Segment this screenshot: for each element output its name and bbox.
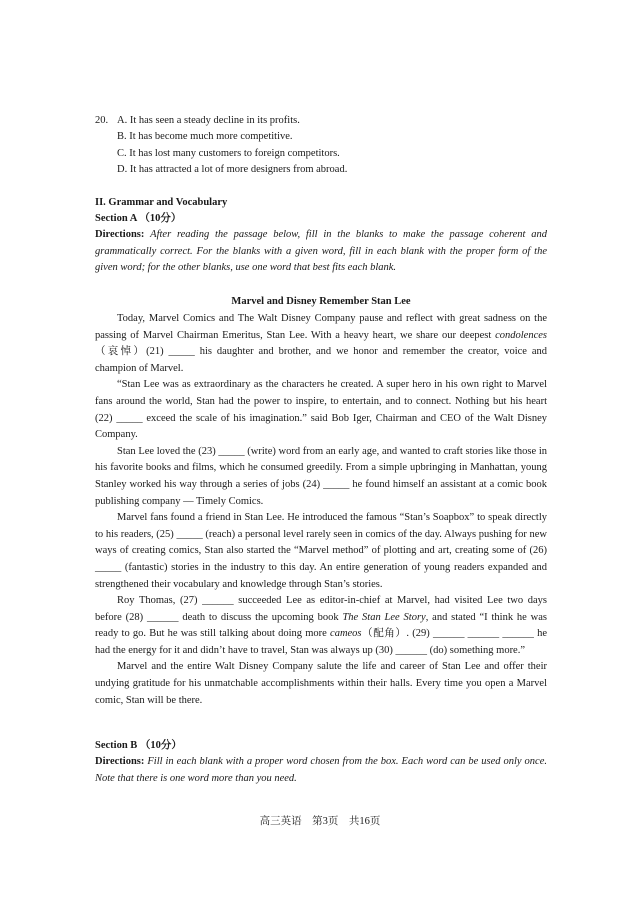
question-20 xyxy=(95,113,347,179)
directions-label: Directions: xyxy=(95,756,145,767)
question-20-option-d: D. It has attracted a lot of more designers from abroad. xyxy=(117,164,348,176)
passage xyxy=(95,311,547,709)
question-20-option-c: C. It has lost many customers to foreign competitors. xyxy=(117,147,340,159)
passage-paragraph-2: “Stan Lee was as extraordinary as the characters he created. A super hero in his own right to Marvel fans around the world, Stan had the power to inspire, to entertain, and to connect. Nothing but his heart (22) _____ exceed the scale of his imagination.” said Bob Iger, Chairman and CEO of the Walt Disney Company. xyxy=(95,379,547,441)
question-number: 20. xyxy=(95,115,109,126)
page-footer: 高三英语 第3页 共16页 xyxy=(259,816,381,827)
passage-title: Marvel and Disney Remember Stan Lee xyxy=(231,296,411,307)
section-a-heading: Section A （10分） xyxy=(95,213,182,224)
section-b-directions xyxy=(95,754,547,787)
question-20-option-a: 20. A. It has seen a steady decline in its profits. xyxy=(95,113,347,129)
section-a-directions xyxy=(95,227,547,277)
passage-paragraph-5: Roy Thomas, (27) ______ succeeded Lee as editor-in-chief at Marvel, had visited Lee two days before (28) ______ death to discuss the upcoming book The Stan Lee Story, and stated “I think he was ready to go. But he was still talking about doing more cameos（配角）. (29) ______ ______ ______ he had the energy for it and didn’t have to travel, Stan was always up (30) ______ (do) something more.” xyxy=(95,595,547,656)
part-heading: II. Grammar and Vocabulary xyxy=(95,197,228,208)
directions-text: Fill in each blank with a proper word chosen from the box. Each word can be used only once. Note that there is one word more than you need. xyxy=(95,756,548,784)
passage-paragraph-1: Today, Marvel Comics and The Walt Disney Company pause and reflect with great sadness on the passing of Marvel Chairman Emeritus, Stan Lee. With a heavy heart, we share our deepest condolences（哀悼）(21) _____ his daughter and brother, and we honor and remember the creator, voice and champion of Marvel. xyxy=(95,313,547,374)
directions-label: Directions: xyxy=(95,229,145,240)
passage-paragraph-6: Marvel and the entire Walt Disney Company salute the life and career of Stan Lee and offer their undying gratitude for his unmatchable accomplishments within their halls. Every time you open a Marvel comic, Stan will be there. xyxy=(95,661,547,706)
passage-paragraph-3: Stan Lee loved the (23) _____ (write) word from an early age, and wanted to craft stories like those in his favorite books and films, which he consumed greedily. From a simple upbringing in Manhattan, young Stanley worked his way through a series of jobs (24) _____ he found himself an assistant at a comic book publishing company — Timely Comics. xyxy=(95,445,547,507)
question-20-option-b: B. It has become much more competitive. xyxy=(117,131,293,143)
passage-paragraph-4: Marvel fans found a friend in Stan Lee. He introduced the famous “Stan’s Soapbox” to speak directly to his readers, (25) _____ (reach) a personal level rarely seen in comics of the day. Always pushing for new ways of creating comics, Stan also started the “Marvel method” of plotting and art, creating some of (26) _____ (fantastic) stories in the industry to this day. An entire generation of young readers expanded and strengthened their vocabulary and knowledge through Stan’s stories. xyxy=(95,512,547,590)
directions-text: After reading the passage below, fill in the blanks to make the passage coherent and grammatically correct. For the blanks with a given word, fill in each blank with the proper form of the given word; for the other blanks, use one word that best fits each blank. xyxy=(95,229,548,274)
section-b-heading: Section B （10分） xyxy=(95,740,182,751)
